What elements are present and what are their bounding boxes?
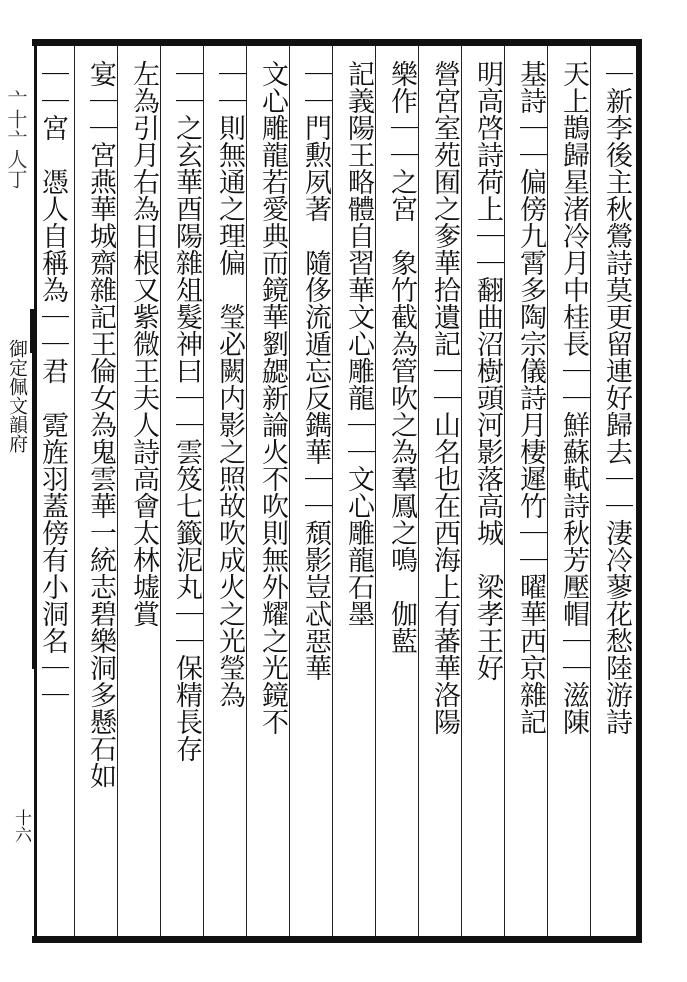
text-column-4: 明高啓詩荷上｜｜翻曲沼樹頭河影落高城 梁孝王好 bbox=[472, 60, 503, 681]
text-column-10: ｜｜則無通之理偏 瑩必闕内影之照故吹成火之光瑩為 bbox=[214, 60, 245, 708]
text-column-5: 營宮室苑囿之奓華拾遺記｜｜山名也在西海上有蕃華洛陽 bbox=[429, 60, 460, 735]
spine-title: 御定佩文韻府 bbox=[2, 339, 34, 669]
text-column-7: 記義陽王略體自習華文心雕龍｜｜文心雕龍石墨 bbox=[343, 60, 374, 627]
text-column-12: 左為引月右為日根又紫微王夫人詩高會太林墟賞 bbox=[128, 60, 159, 627]
text-column-8: ｜｜門勲夙著 隨侈流遁忘反鐫華｜｜頹影豈忒惡華 bbox=[300, 60, 331, 681]
text-column-9: 文心雕龍若愛典而鏡華劉勰新論火不吹則無外耀之光鏡不 bbox=[257, 60, 288, 735]
text-column-6: 樂作｜｜之宮 象竹截為管吹之為羣鳳之鳴 伽藍 bbox=[386, 60, 417, 654]
top-border-rule bbox=[32, 39, 642, 46]
page-number: 十六 bbox=[11, 809, 31, 843]
column-separator bbox=[74, 46, 75, 936]
text-column-11: ｜｜之玄華酉陽雜俎髮神曰｜｜雲笈七籤泥丸｜｜保精長存 bbox=[171, 60, 202, 762]
text-column-13: 宴｜｜宮燕華城齋雜記王倫女為鬼雲華一統志碧樂洞多懸石如 bbox=[85, 60, 116, 789]
text-column-3: 基詩｜｜偏傍九霄多陶宗儀詩月棲遲竹｜｜曜華西京雜記 bbox=[515, 60, 546, 735]
text-column-1: ｜新李後主秋鶯詩莫更留連好歸去｜｜淒冷蓼花愁陸游詩 bbox=[601, 60, 632, 735]
text-column-14: ｜｜宮 憑人自稱為｜｜君 霓旌羽蓋傍有小洞名｜｜ bbox=[37, 60, 68, 708]
text-column-2: 天上鵲歸星渚冷月中桂長｜｜鮮蘇軾詩秋芳壓帽｜｜滋陳 bbox=[558, 60, 589, 735]
edge-fragment-text: 亠十亠人丁 bbox=[4, 89, 28, 189]
bottom-border-rule bbox=[32, 936, 642, 943]
left-margin bbox=[0, 39, 32, 943]
